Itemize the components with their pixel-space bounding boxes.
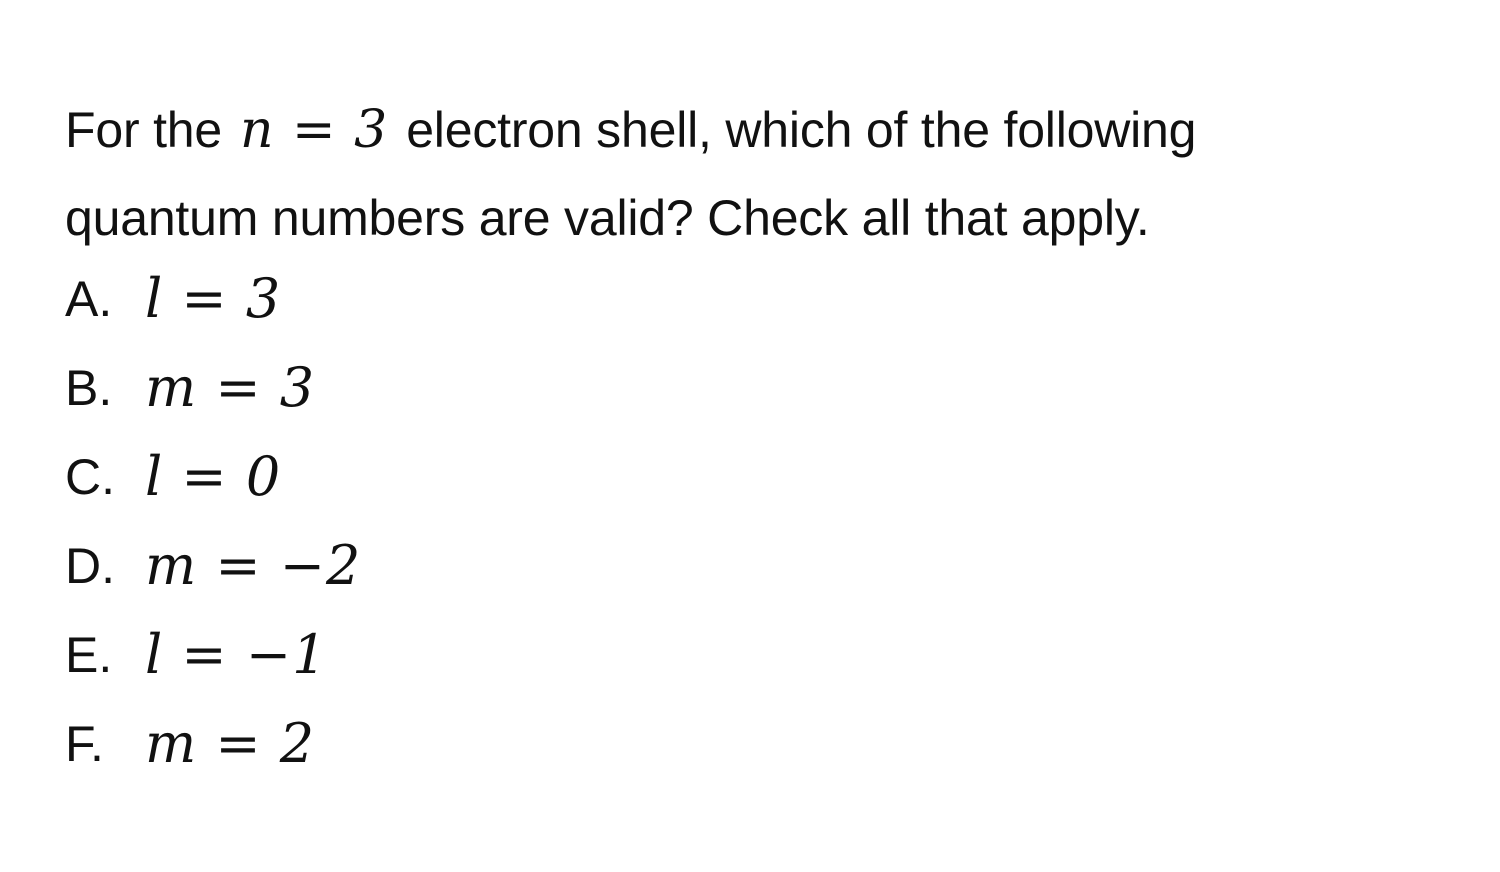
option-d[interactable]	[65, 521, 965, 610]
option-expression: m = 2	[145, 712, 316, 775]
option-expression: l = 0	[145, 445, 282, 508]
option-letter: F.	[65, 715, 104, 772]
option-expression: m = 3	[145, 356, 316, 419]
option-expression: l = 3	[145, 267, 282, 330]
question-prefix: For the	[65, 102, 222, 158]
option-f[interactable]	[65, 699, 965, 788]
option-letter: E.	[65, 626, 113, 683]
question-line-1	[65, 86, 1445, 174]
option-letter: C.	[65, 448, 115, 505]
option-a[interactable]	[65, 254, 965, 343]
shell-equation: n = 3	[240, 100, 389, 160]
option-letter: B.	[65, 359, 113, 416]
option-letter: A.	[65, 270, 113, 327]
option-e[interactable]	[65, 610, 965, 699]
question-text	[65, 86, 1445, 262]
option-c[interactable]	[65, 432, 965, 521]
answer-options	[65, 254, 965, 788]
option-letter: D.	[65, 537, 115, 594]
question-suffix: electron shell, which of the following	[406, 102, 1197, 158]
option-expression: m = −2	[145, 534, 362, 597]
option-b[interactable]	[65, 343, 965, 432]
option-expression: l = −1	[145, 623, 328, 686]
question-line-2: quantum numbers are valid? Check all that apply.	[65, 190, 1150, 246]
